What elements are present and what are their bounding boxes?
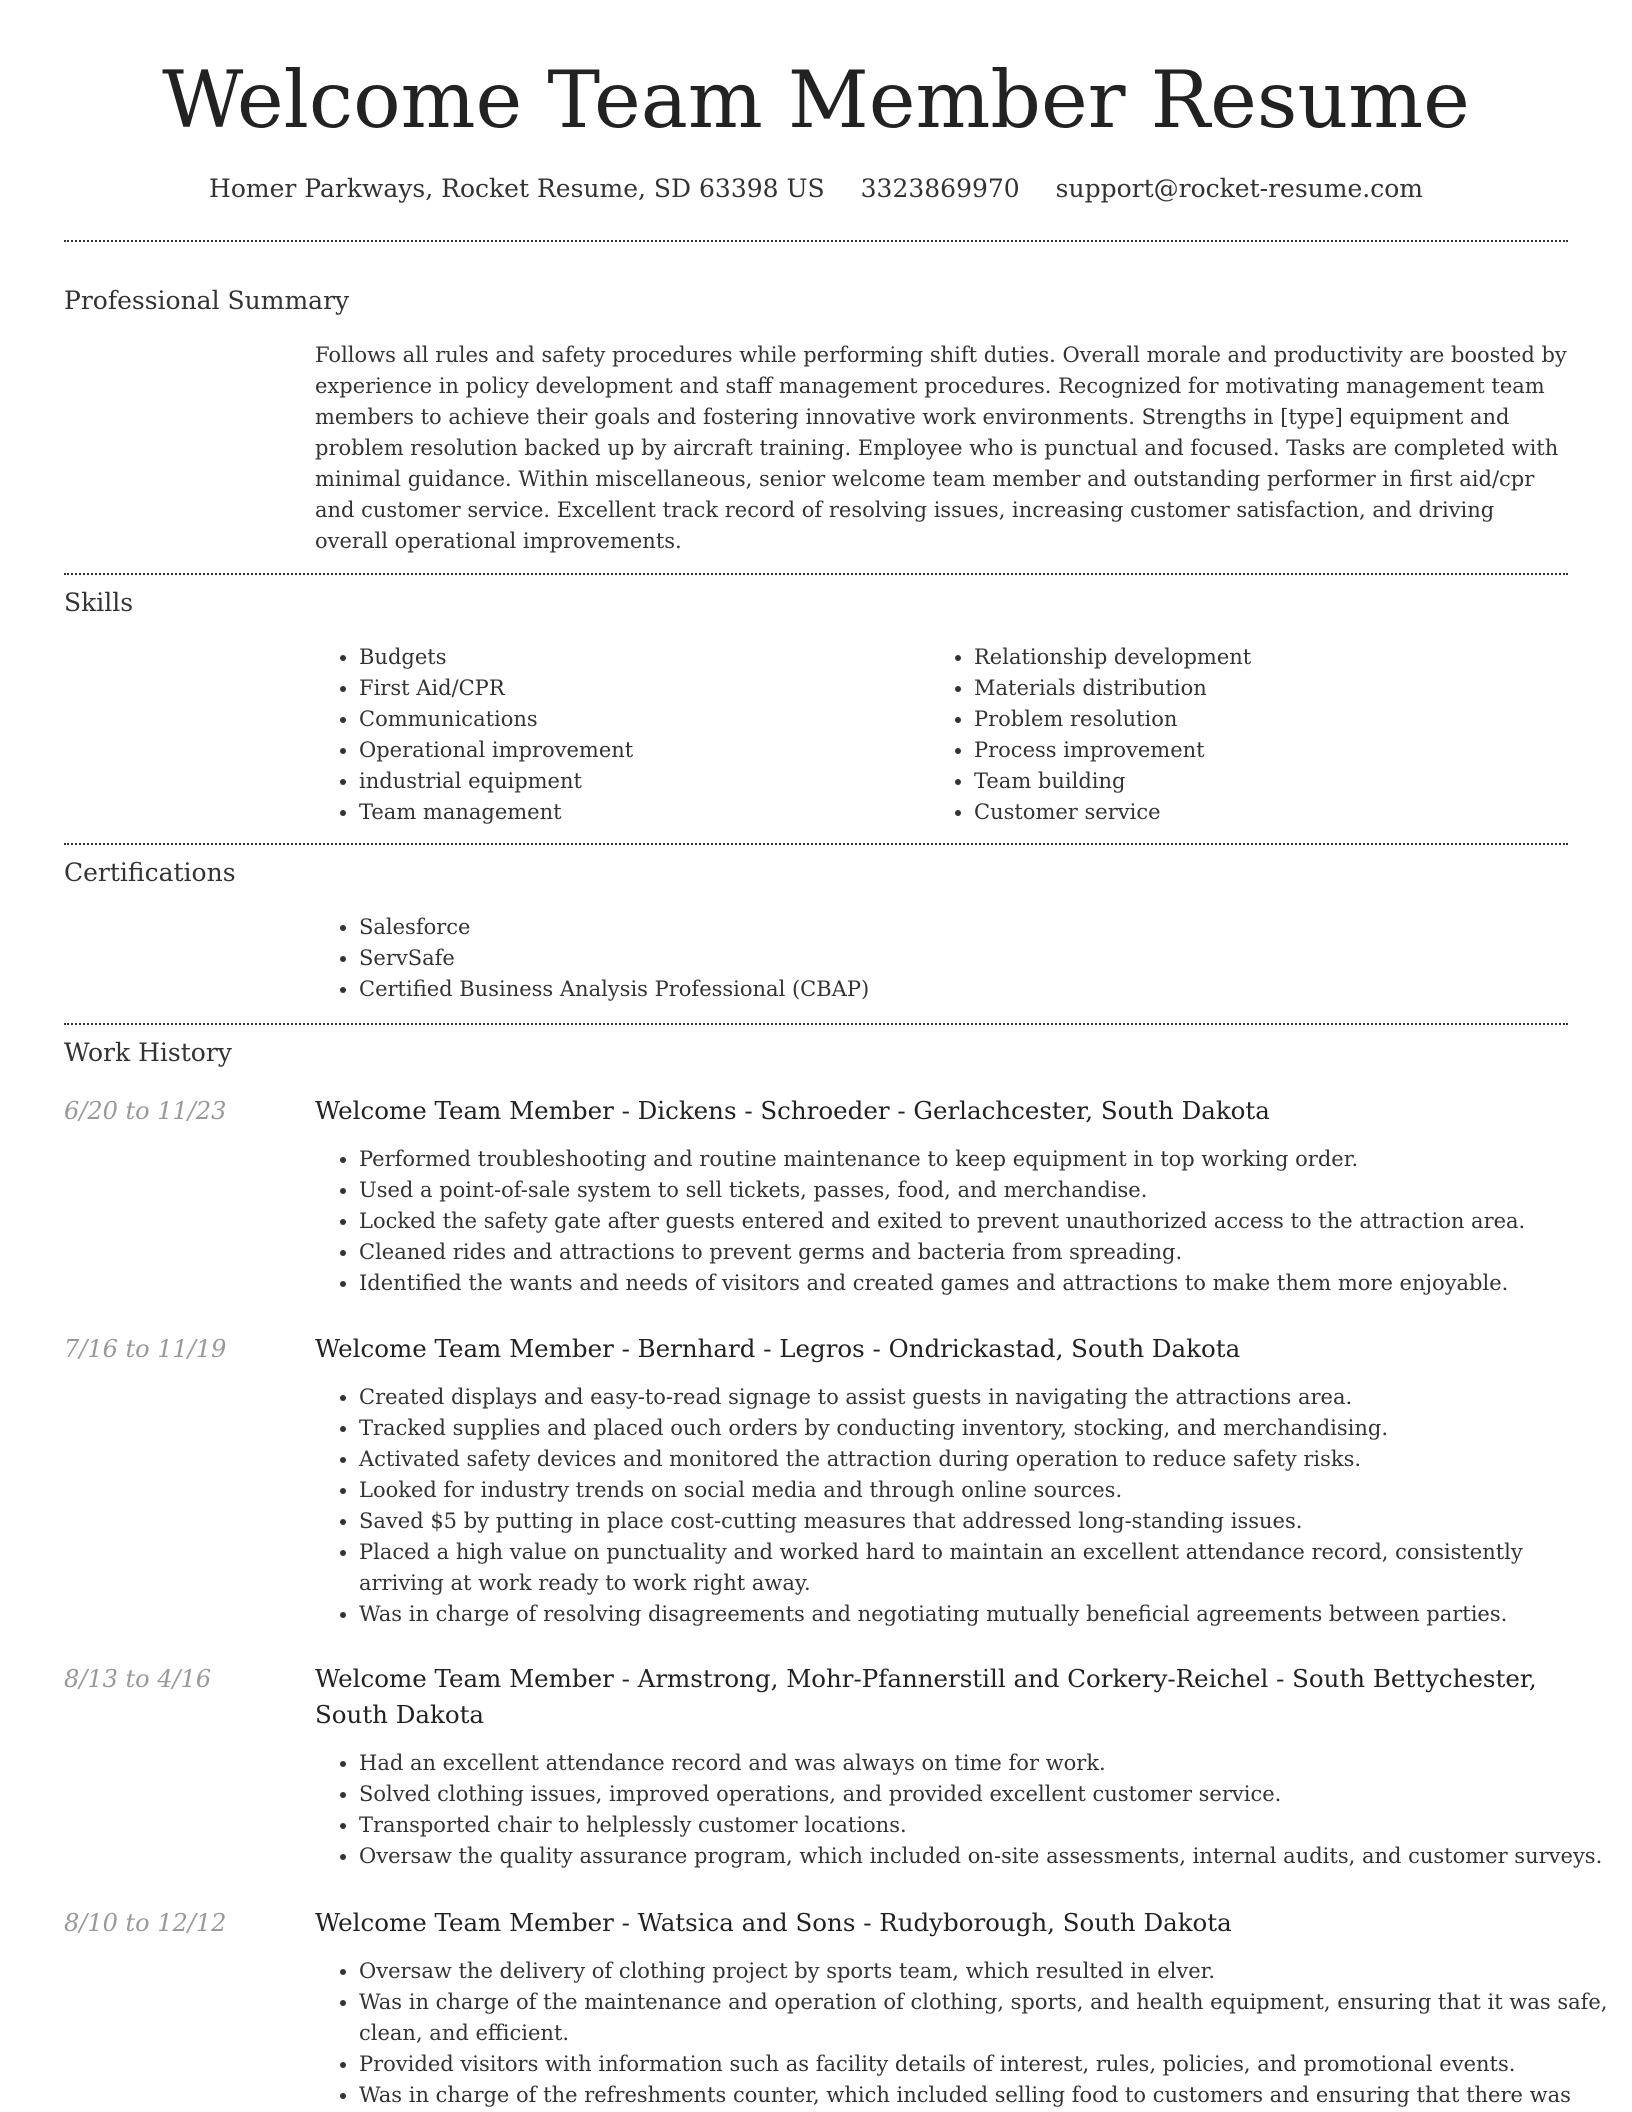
contact-address: Homer Parkways, Rocket Resume, SD 63398 US (209, 174, 825, 203)
skills-list-right (930, 642, 1574, 828)
certifications-heading: Certifications (64, 858, 236, 887)
job-bullet: • Oversaw the delivery of clothing project by sports team, which resulted in elver. (359, 1956, 1612, 1987)
job-bullet: • Was in charge of resolving disagreements and negotiating mutually beneficial agreements between parties. (359, 1599, 1612, 1630)
job-bullet: • Oversaw the quality assurance program, which included on-site assessments, internal audits, and customer surveys. (359, 1841, 1612, 1872)
skill-item: • Team management (359, 797, 919, 828)
skill-item: • Problem resolution (974, 704, 1574, 735)
job-title: Welcome Team Member - Bernhard - Legros - Ondrickastad, South Dakota (315, 1334, 1241, 1363)
work-history-heading: Work History (64, 1038, 232, 1067)
job-title: Welcome Team Member - Armstrong, Mohr-Pfannerstill and Corkery-Reichel - South Bettychester, South Dakota (315, 1664, 1537, 1729)
section-divider (64, 843, 1568, 845)
job-bullet: • Provided visitors with information such as facility details of interest, rules, policies, and promotional events. (359, 2049, 1612, 2080)
job-title: Welcome Team Member - Watsica and Sons - Rudyborough, South Dakota (315, 1908, 1232, 1937)
job-bullet: • Saved $5 by putting in place cost-cutting measures that addressed long-standing issues. (359, 1506, 1612, 1537)
job-bullet: • Cleaned rides and attractions to prevent germs and bacteria from spreading. (359, 1237, 1612, 1268)
skill-item: • Communications (359, 704, 919, 735)
contact-phone: 3323869970 (860, 174, 1020, 203)
skill-item: • Operational improvement (359, 735, 919, 766)
certifications-list (315, 912, 1612, 1005)
certification-item: • Salesforce (359, 912, 1612, 943)
job-bullet: • Transported chair to helplessly customer locations. (359, 1810, 1612, 1841)
certification-item: • Certified Business Analysis Professional (CBAP) (359, 974, 1612, 1005)
skill-item: • Team building (974, 766, 1574, 797)
skill-item: • Budgets (359, 642, 919, 673)
job-dates: 6/20 to 11/23 (64, 1097, 227, 1125)
skill-item: • Customer service (974, 797, 1574, 828)
skill-item: • First Aid/CPR (359, 673, 919, 704)
job-title: Welcome Team Member - Dickens - Schroeder - Gerlachcester, South Dakota (315, 1096, 1270, 1125)
job-dates: 8/13 to 4/16 (64, 1665, 212, 1693)
job-bullet: • Used a point-of-sale system to sell tickets, passes, food, and merchandise. (359, 1175, 1612, 1206)
contact-email: support@rocket-resume.com (1055, 174, 1423, 203)
job-bullet: • Had an excellent attendance record and was always on time for work. (359, 1748, 1612, 1779)
job-bullet: • Looked for industry trends on social media and through online sources. (359, 1475, 1612, 1506)
section-divider (64, 240, 1568, 242)
skill-item: • Relationship development (974, 642, 1574, 673)
job-bullets (315, 1382, 1612, 1630)
summary-heading: Professional Summary (64, 286, 350, 315)
job-dates: 7/16 to 11/19 (64, 1335, 227, 1363)
job-bullets (315, 1748, 1612, 1872)
skill-item: • Materials distribution (974, 673, 1574, 704)
job-bullet: • Solved clothing issues, improved operations, and provided excellent customer service. (359, 1779, 1612, 1810)
skills-heading: Skills (64, 588, 134, 617)
job-bullet: • Placed a high value on punctuality and worked hard to maintain an excellent attendance record, consistently arriving at work ready to work right away. (359, 1537, 1612, 1599)
job-bullet: • Was in charge of the maintenance and operation of clothing, sports, and health equipment, ensuring that it was safe, clean, and efficient. (359, 1987, 1612, 2049)
job-bullets (315, 1956, 1612, 2111)
job-bullet: • Was in charge of the refreshments counter, which included selling food to customers and ensuring that there was (359, 2080, 1612, 2111)
resume-title: Welcome Team Member Resume (162, 54, 1470, 146)
skill-item: • industrial equipment (359, 766, 919, 797)
summary-text: Follows all rules and safety procedures while performing shift duties. Overall morale and productivity are boosted by experience in policy development and staff management procedures. Recognized for motivating management team members to achieve their goals and fostering innovative work environments. Strengths in [type] equipment and problem resolution backed up by aircraft training. Employee who is punctual and focused. Tasks are completed with minimal guidance. Within miscellaneous, senior welcome team member and outstanding performer in first aid/cpr and customer service. Excellent track record of resolving issues, increasing customer satisfaction, and driving overall operational improvements. (315, 343, 1567, 553)
skills-list-left (315, 642, 919, 828)
skill-item: • Process improvement (974, 735, 1574, 766)
section-divider (64, 1023, 1568, 1025)
job-bullet: • Created displays and easy-to-read signage to assist guests in navigating the attractions area. (359, 1382, 1612, 1413)
job-bullet: • Activated safety devices and monitored the attraction during operation to reduce safety risks. (359, 1444, 1612, 1475)
section-divider (64, 573, 1568, 575)
job-dates: 8/10 to 12/12 (64, 1909, 227, 1937)
contact-line (0, 172, 1632, 206)
certification-item: • ServSafe (359, 943, 1612, 974)
job-bullet: • Tracked supplies and placed ouch orders by conducting inventory, stocking, and merchandising. (359, 1413, 1612, 1444)
job-bullet: • Performed troubleshooting and routine maintenance to keep equipment in top working order. (359, 1144, 1612, 1175)
job-bullet: • Locked the safety gate after guests entered and exited to prevent unauthorized access to the attraction area. (359, 1206, 1612, 1237)
job-bullets (315, 1144, 1612, 1299)
job-bullet: • Identified the wants and needs of visitors and created games and attractions to make them more enjoyable. (359, 1268, 1612, 1299)
